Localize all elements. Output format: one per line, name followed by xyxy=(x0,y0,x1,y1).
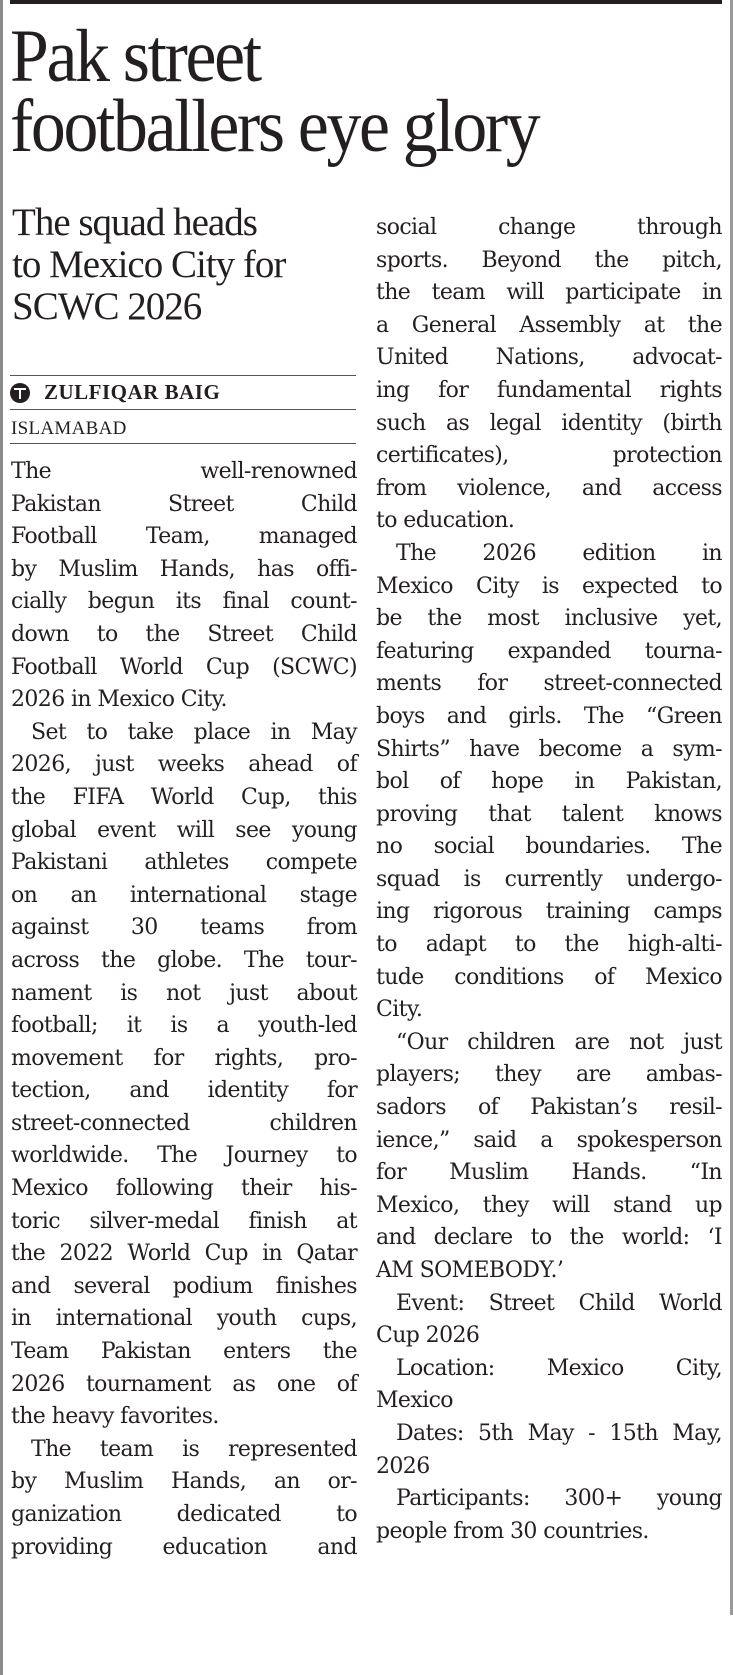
deck-line: to Mexico City for xyxy=(12,243,286,286)
text-line: 2026 xyxy=(376,1453,430,1479)
text-line: Cup 2026 xyxy=(376,1323,480,1349)
text-line: on an international stage xyxy=(11,882,357,908)
text-line: Mexico City is expected to xyxy=(376,573,722,599)
text-line: The well-renowned xyxy=(11,459,357,484)
text-line: United Nations, advocat- xyxy=(376,345,722,371)
text-line: no social boundaries. The xyxy=(376,834,722,860)
dateline: ISLAMABAD xyxy=(11,418,127,439)
text-line: City. xyxy=(376,997,423,1023)
text-line: such as legal identity (birth xyxy=(376,410,722,436)
text-line: and several podium finishes xyxy=(11,1273,357,1299)
paragraph xyxy=(11,1434,357,1564)
text-line: by Muslim Hands, has offi- xyxy=(11,556,357,582)
paragraph xyxy=(11,717,357,1434)
text-line: “Our children are not just xyxy=(396,1029,722,1055)
text-line: Pakistani athletes compete xyxy=(11,850,357,876)
text-line: to education. xyxy=(376,508,515,534)
paragraph xyxy=(376,1027,722,1288)
page-left-border xyxy=(0,0,3,1675)
headline-line: Pak street xyxy=(10,15,260,98)
text-line: from violence, and access xyxy=(376,475,722,501)
deck-line: The squad heads xyxy=(12,201,257,244)
paragraph xyxy=(376,212,722,538)
text-line: the heavy favorites. xyxy=(11,1404,219,1430)
text-line: for Muslim Hands. “In xyxy=(376,1160,722,1186)
byline-top-rule xyxy=(10,375,356,376)
text-line: Location: Mexico City, xyxy=(396,1355,722,1381)
text-line: be the most inclusive yet, xyxy=(376,606,722,632)
text-line: AM SOMEBODY.’ xyxy=(376,1258,564,1283)
text-line: Team Pakistan enters the xyxy=(11,1339,357,1365)
text-line: tude conditions of Mexico xyxy=(376,964,722,990)
text-line: a General Assembly at the xyxy=(376,312,722,338)
text-line: proving that talent knows xyxy=(376,801,722,827)
text-line: ganization dedicated to xyxy=(11,1502,357,1527)
body-column-right xyxy=(376,212,722,1548)
text-line: against 30 teams from xyxy=(11,915,357,941)
text-line: people from 30 countries. xyxy=(376,1518,649,1544)
text-line: bol of hope in Pakistan, xyxy=(376,769,722,795)
text-line: sports. Beyond the pitch, xyxy=(376,247,722,273)
paragraph xyxy=(376,1288,722,1353)
text-line: certificates), protection xyxy=(376,443,722,469)
text-line: 2026 in Mexico City. xyxy=(11,687,227,713)
subheadline-deck xyxy=(12,202,352,328)
text-line: tection, and identity for xyxy=(11,1078,357,1104)
text-line: featuring expanded tourna- xyxy=(376,638,722,664)
headline xyxy=(10,15,675,168)
text-line: in international youth cups, xyxy=(11,1306,357,1332)
dateline-bottom-rule xyxy=(10,443,356,444)
text-line: Mexico, they will stand up xyxy=(376,1192,722,1218)
text-line: by Muslim Hands, an or- xyxy=(11,1469,357,1495)
byline-bottom-rule xyxy=(10,409,356,410)
text-line: cially begun its final count- xyxy=(11,589,357,615)
text-line: providing education and xyxy=(11,1534,357,1560)
text-line: The 2026 edition in xyxy=(396,540,722,566)
text-line: players; they are ambas- xyxy=(376,1062,722,1088)
text-line: squad is currently undergo- xyxy=(376,866,722,892)
text-line: movement for rights, pro- xyxy=(11,1045,357,1071)
newspaper-logo-icon xyxy=(10,383,30,403)
text-line: Football Team, managed xyxy=(11,524,357,550)
text-line: boys and girls. The “Green xyxy=(376,703,722,729)
text-line: toric silver-medal finish at xyxy=(11,1208,357,1234)
text-line: global event will see young xyxy=(11,817,357,843)
text-line: social change through xyxy=(376,215,722,240)
text-line: Participants: 300+ young xyxy=(396,1486,722,1512)
author-name: ZULFIQAR BAIG xyxy=(44,380,221,404)
text-line: to adapt to the high-alti- xyxy=(376,932,722,958)
text-line: and declare to the world: ‘I xyxy=(376,1225,722,1251)
text-line: sadors of Pakistan’s resil- xyxy=(376,1095,722,1121)
text-line: ience,” said a spokesperson xyxy=(376,1127,722,1153)
text-line: football; it is a youth-led xyxy=(11,1013,357,1039)
text-line: Event: Street Child World xyxy=(396,1290,722,1316)
text-line: Mexico xyxy=(376,1388,453,1414)
text-line: Football World Cup (SCWC) xyxy=(11,654,357,680)
text-line: the team will participate in xyxy=(376,280,722,306)
text-line: down to the Street Child xyxy=(11,621,357,647)
paragraph xyxy=(11,456,357,717)
byline xyxy=(10,380,220,405)
text-line: 2026, just weeks ahead of xyxy=(11,752,357,778)
text-line: the 2022 World Cup in Qatar xyxy=(11,1241,357,1267)
headline-line: footballers eye glory xyxy=(10,85,539,168)
text-line: Mexico following their his- xyxy=(11,1176,357,1202)
body-column-left xyxy=(11,456,357,1564)
paragraph xyxy=(376,538,722,1027)
text-line: the FIFA World Cup, this xyxy=(11,784,357,810)
paragraph xyxy=(376,1418,722,1483)
text-line: Dates: 5th May - 15th May, xyxy=(396,1420,722,1446)
text-line: Shirts” have become a sym- xyxy=(376,736,722,762)
deck-line: SCWC 2026 xyxy=(12,285,202,328)
text-line: worldwide. The Journey to xyxy=(11,1143,357,1169)
top-rule-bar xyxy=(10,0,722,4)
text-line: ments for street-connected xyxy=(376,671,722,697)
text-line: Pakistan Street Child xyxy=(11,491,357,517)
paragraph xyxy=(376,1353,722,1418)
text-line: Set to take place in May xyxy=(31,719,357,745)
text-line: across the globe. The tour- xyxy=(11,947,357,973)
text-line: ing for fundamental rights xyxy=(376,377,722,403)
text-line: ing rigorous training camps xyxy=(376,899,722,925)
text-line: street-connected children xyxy=(11,1110,357,1136)
paragraph xyxy=(376,1483,722,1548)
text-line: 2026 tournament as one of xyxy=(11,1371,357,1397)
text-line: The team is represented xyxy=(31,1436,357,1462)
text-line: nament is not just about xyxy=(11,980,357,1006)
